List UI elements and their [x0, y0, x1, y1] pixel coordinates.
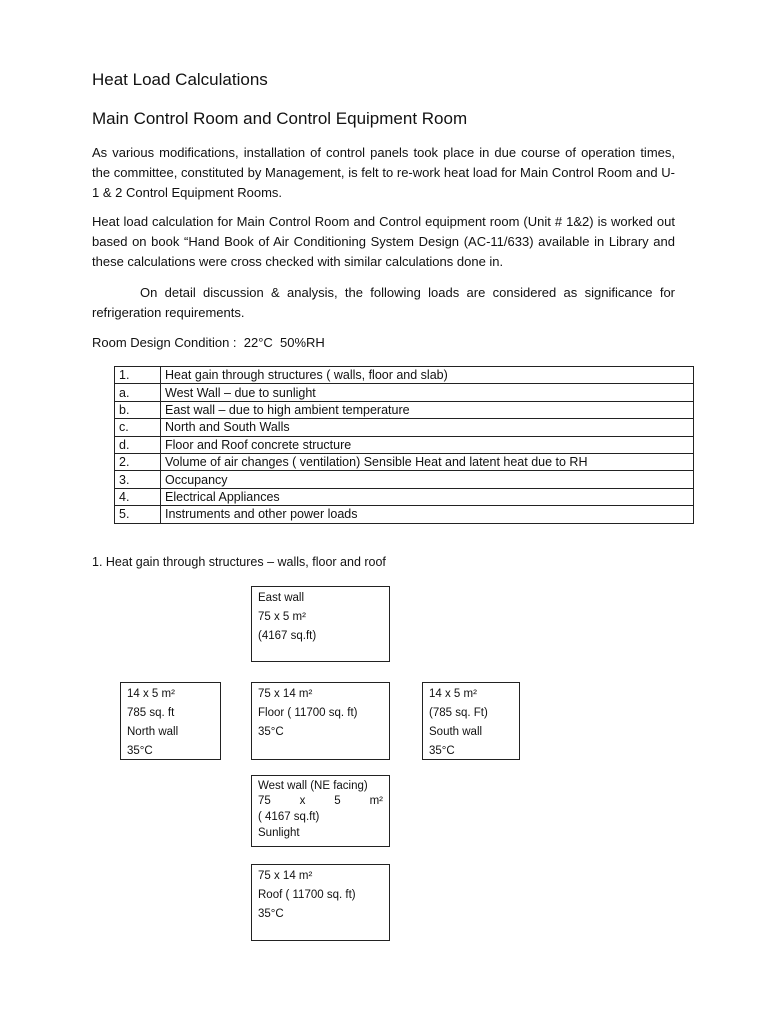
box-label: South wall: [429, 726, 483, 738]
row-description: Volume of air changes ( ventilation) Sensible Heat and latent heat due to RH: [161, 453, 694, 470]
row-number: 1.: [115, 367, 161, 384]
analysis-paragraph: On detail discussion & analysis, the following loads are considered as significance for refrigeration requirements.: [92, 285, 675, 320]
box-temperature: 35°C: [258, 726, 284, 738]
box-label: North wall: [127, 726, 179, 738]
row-number: b.: [115, 401, 161, 418]
dim-unit: m²: [369, 795, 383, 807]
box-dimensions: 75 x 14 m²: [258, 870, 313, 882]
box-dimensions: [258, 794, 383, 809]
table-row: [115, 506, 694, 523]
dim-height: 5: [334, 795, 341, 807]
north-wall-box: [120, 682, 221, 760]
row-description: Instruments and other power loads: [161, 506, 694, 523]
row-number: d.: [115, 436, 161, 453]
west-wall-box: [251, 775, 390, 847]
row-description: Heat gain through structures ( walls, floor and slab): [161, 367, 694, 384]
table-row: [115, 384, 694, 401]
box-area: ( 4167 sq.ft): [258, 811, 320, 823]
row-description: North and South Walls: [161, 419, 694, 436]
box-temperature: 35°C: [429, 745, 455, 757]
page-title: Heat Load Calculations: [92, 70, 268, 89]
box-dimensions: 75 x 14 m²: [258, 688, 313, 700]
design-condition: Room Design Condition : 22°C 50%RH: [92, 335, 325, 350]
row-number: 3.: [115, 471, 161, 488]
row-number: a.: [115, 384, 161, 401]
row-description: West Wall – due to sunlight: [161, 384, 694, 401]
table-row: [115, 471, 694, 488]
dim-times: x: [299, 795, 306, 807]
page-subtitle: Main Control Room and Control Equipment Room: [92, 109, 468, 128]
box-dimensions: 14 x 5 m²: [127, 688, 175, 700]
intro-paragraph: As various modifications, installation of control panels took place in due course of operation times, the committee, constituted by Management, is felt to re-work heat load for Main Control Room and U-1 & 2 Control Equipment Rooms.: [92, 145, 675, 200]
table-row: [115, 488, 694, 505]
row-description: Occupancy: [161, 471, 694, 488]
table-row: [115, 453, 694, 470]
box-area: 785 sq. ft: [127, 707, 175, 719]
east-wall-box: [251, 586, 390, 662]
box-label: Roof ( 11700 sq. ft): [258, 889, 356, 901]
section-heading: 1. Heat gain through structures – walls, floor and roof: [92, 555, 386, 569]
row-description: East wall – due to high ambient temperature: [161, 401, 694, 418]
box-dimensions: 75 x 5 m²: [258, 611, 306, 623]
dim-length: 75: [258, 795, 271, 807]
box-label: East wall: [258, 592, 305, 604]
row-description: Floor and Roof concrete structure: [161, 436, 694, 453]
box-label: Floor ( 11700 sq. ft): [258, 707, 358, 719]
row-number: c.: [115, 419, 161, 436]
box-label: West wall (NE facing): [258, 780, 368, 792]
box-area: (4167 sq.ft): [258, 630, 317, 642]
box-temperature: 35°C: [258, 908, 284, 920]
box-dimensions: 14 x 5 m²: [429, 688, 477, 700]
loads-table: [114, 366, 694, 524]
row-number: 2.: [115, 453, 161, 470]
row-description: Electrical Appliances: [161, 488, 694, 505]
box-area: (785 sq. Ft): [429, 707, 488, 719]
roof-box: [251, 864, 390, 941]
table-row: [115, 367, 694, 384]
south-wall-box: [422, 682, 520, 760]
box-temperature: 35°C: [127, 745, 153, 757]
table-row: [115, 401, 694, 418]
table-row: [115, 419, 694, 436]
row-number: 5.: [115, 506, 161, 523]
floor-box: [251, 682, 390, 760]
basis-paragraph: Heat load calculation for Main Control Room and Control equipment room (Unit # 1&2) is worked out based on book “Hand Book of Air Conditioning System Design (AC-11/633) available in Library and these calculations were cross checked with similar calculations done in.: [92, 214, 675, 269]
row-number: 4.: [115, 488, 161, 505]
box-note: Sunlight: [258, 827, 300, 839]
table-row: [115, 436, 694, 453]
